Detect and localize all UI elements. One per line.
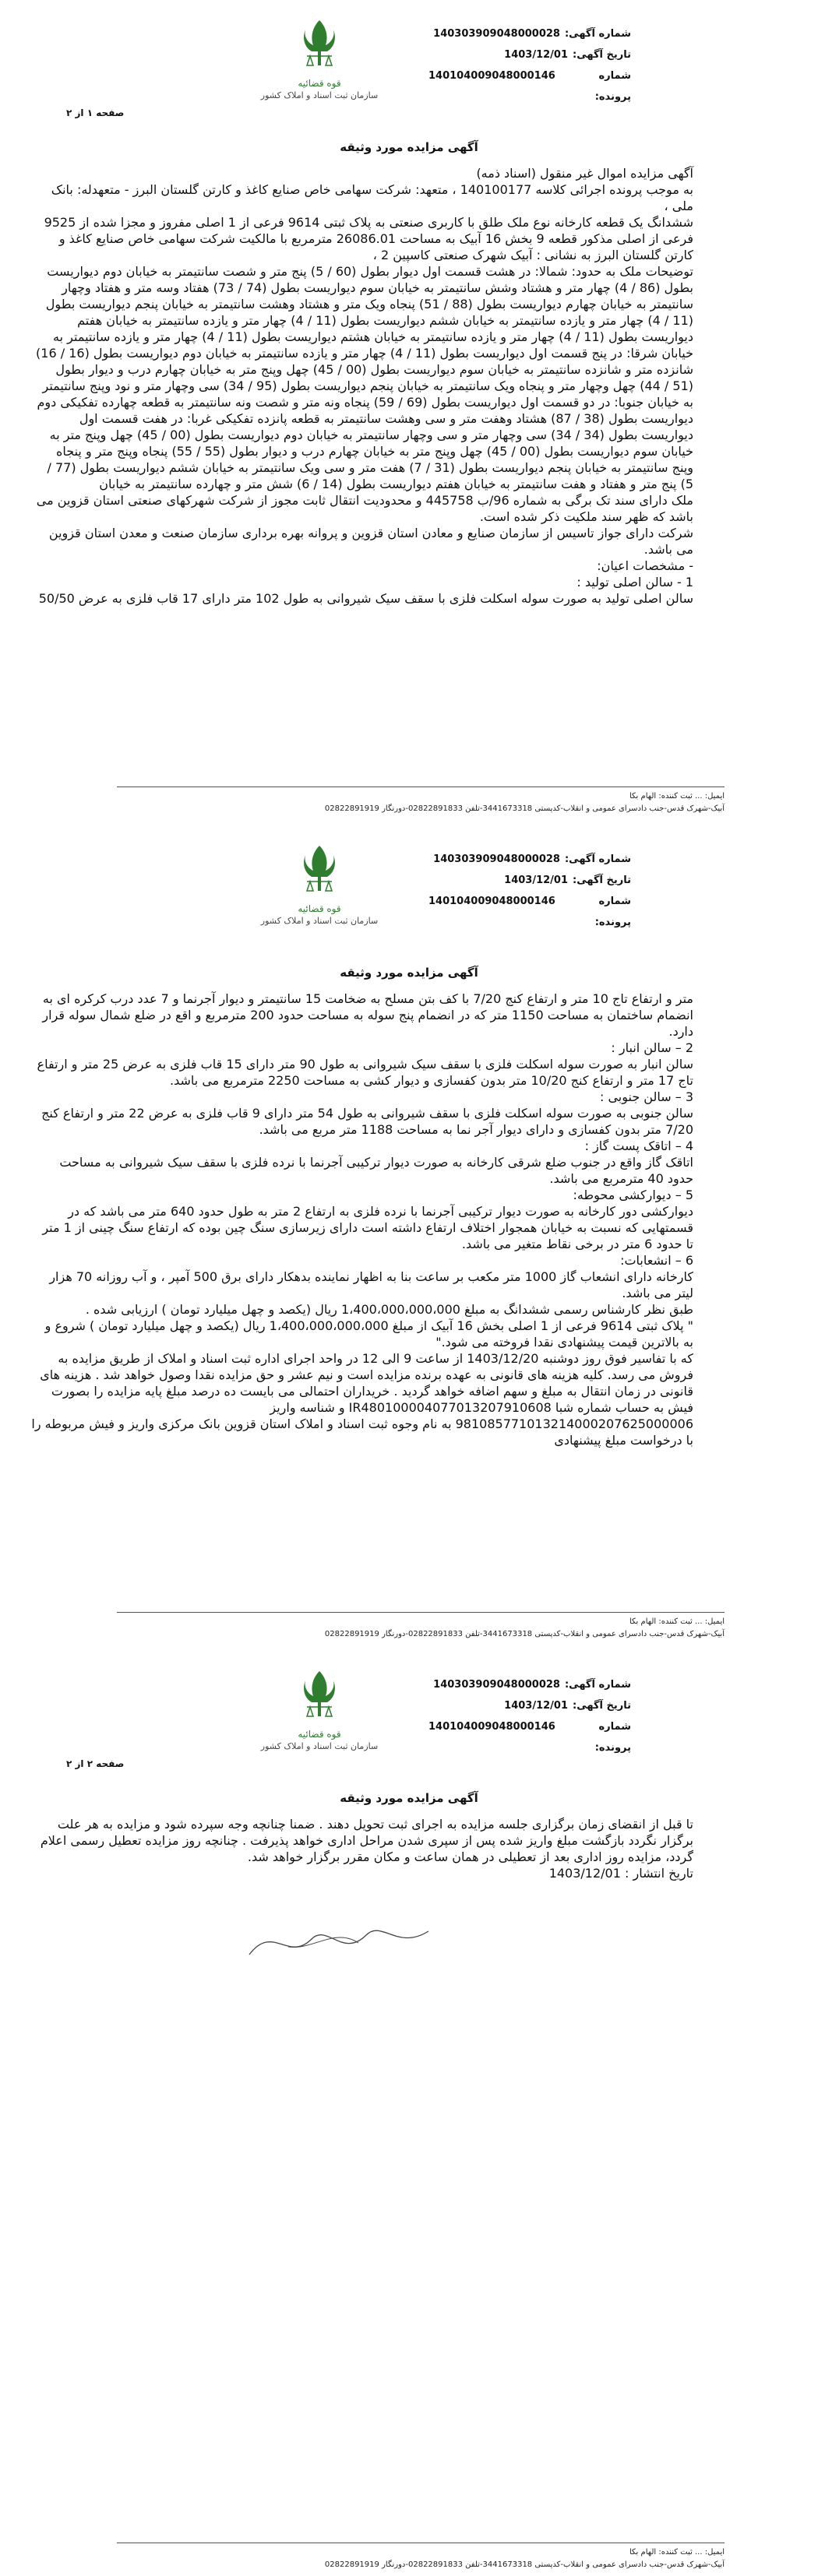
paragraph: " پلاک ثبتی 9614 فرعی از 1 اصلی بخش 16 آبیک از مبلغ 1،400،000،000،000 ریال (یکصد و چهل میلیارد تومان ) شروع و به بالاترین قیمت پیشنهادی نقدا فروخته می شود.": [44, 1318, 693, 1350]
paragraph: به موجب پرونده اجرائی کلاسه 140100177 ، متعهد: شرکت سهامی خاص صنایع کاغذ و کارتن گلستان البرز - متعهدله: بانک ملی ،: [51, 182, 693, 213]
paragraph: 2 – سالن انبار :: [611, 1040, 693, 1055]
emblem-text: قوه قضائیه: [298, 1729, 341, 1740]
page-marker: صفحه ۱ از ۲: [66, 107, 125, 118]
document-title: آگهی مزایده مورد وثیقه: [340, 140, 478, 154]
footer-meta: ایمیل: ... ثبت کننده: الهام بکا: [629, 2548, 725, 2557]
page-3-body: [31, 1816, 693, 1881]
org-name: سازمان ثبت اسناد و املاک کشور: [260, 1741, 379, 1751]
emblem-icon: [296, 1666, 343, 1729]
paragraph: تا قبل از انقضای زمان برگزاری جلسه مزایده به اجرای ثبت تحویل دهند . ضمنا چنانچه وجه سپرده شود و مزایده به هر علت برگزار نگردد بازگشت مبلغ واریز شده پس از سپری شدن مراحل اداری خواهد پذیرفت . چنانچه روز مزایده تعطیل رسمی اعلام گردد، مزایده روز اداری بعد از تعطیلی در همان ساعت و مکان مقرر برگزار خواهد شد.: [40, 1817, 693, 1864]
paragraph: سالن انبار به صورت سوله اسکلت فلزی با سقف سیک شیروانی به طول 90 متر دارای 15 قاب فلزی به عرض 25 متر و ارتفاع تاج 17 متر و ارتفاع کنج 10/20 متر بدون کفسازی و دیوار کشی به مساحت 2250 مترمربع می باشد.: [37, 1057, 693, 1088]
paragraph: - مشخصات اعیان:: [597, 558, 693, 573]
page-2-body: [31, 991, 693, 1448]
ad-date-label: تاریخ آگهی:: [573, 875, 631, 886]
ad-date-label: تاریخ آگهی:: [573, 49, 631, 61]
page-2: [0, 825, 818, 1638]
signature: [242, 1908, 436, 1970]
paragraph: 1 - سالن اصلی تولید :: [576, 575, 693, 589]
page-footer: [117, 1612, 725, 1641]
paragraph: کارخانه دارای انشعاب گاز 1000 متر مکعب بر ساعت بنا به اظهار نماینده بدهکار دارای برق 500 آمپر ، و آب روزانه 70 هزار لیتر می باشد.: [49, 1269, 693, 1300]
ad-date: 1403/12/01: [504, 875, 569, 886]
org-name: سازمان ثبت اسناد و املاک کشور: [260, 916, 379, 926]
page-3: [0, 1651, 818, 2570]
case-number-label: شماره پرونده:: [594, 896, 631, 928]
ad-meta: [428, 23, 631, 107]
ad-number: 140303909048000028: [433, 1679, 560, 1691]
judiciary-emblem: [257, 16, 382, 100]
ad-date-label: تاریخ آگهی:: [573, 1700, 631, 1712]
paragraph: توضیحات ملک به حدود: شمالا: در هشت قسمت اول دیوار بطول (60 / 5) پنج متر و شصت سانتیمتر به خیابان دوم دیواریست بطول (86 / 4) چهار متر و هشتاد وشش سانتیمتر به خیابان سوم دیواریست بطول (74 / 73) هفتاد وسه متر و هفتاد وچهار سانتیمتر به خیابان چهارم دیواریست بطول (88 / 51) پنجاه ویک متر و هشتاد وهشت سانتیمتر به خیابان پنجم دیواریست بطول (11 / 4) چهار متر و یازده سانتیمتر به خیابان ششم دیواریست بطول (11 / 4) چهار متر و یازده سانتیمتر به خیابان هفتم دیواریست بطول (11 / 4) چهار متر و یازده سانتیمتر به خیابان هشتم دیواریست بطول (11 / 4) چهار متر و یازده سانتیمتر به خیابان شرقا: در پنج قسمت اول دیواریست بطول (11 / 4) چهار متر و یازده سانتیمتر به خیابان دوم دیواریست بطول (16 / 16) شانزده متر و شانزده سانتیمتر به خیابان سوم دیواریست بطول (00 / 45) چهل وپنج متر به خیابان چهارم درب و دیوار بطول (51 / 44) چهل وچهار متر و پنجاه ویک سانتیمتر به خیابان پنجم دیواریست بطول (95 / 34) سی وچهار متر و نود وپنج سانتیمتر به خیابان جنوبا: در دو قسمت اول دیواریست بطول (69 / 59) پنجاه ونه متر و شصت ونه سانتیمتر به قطعه چهارده تفکیکی دوم دیواریست بطول (38 / 87) هشتاد وهفت متر و سی وهشت سانتیمتر به قطعه پانزده تفکیکی غربا: در هفت قسمت اول دیواریست بطول (34 / 34) سی وچهار متر و سی وچهار سانتیمتر به خیابان دوم دیواریست بطول (00 / 45) چهل وپنج متر به خیابان سوم دیواریست بطول (00 / 45) چهل وپنج متر به خیابان چهارم درب و دیوار بطول (55 / 55) پنجاه وپنج متر و پنجاه وپنج سانتیمتر به خیابان پنجم دیواریست بطول (31 / 7) هفت متر و سی ویک سانتیمتر به خیابان ششم دیواریست بطول (77 / 5) پنج متر و هفتاد و هفت سانتیمتر به خیابان هفتم دیواریست بطول (14 / 6) شش متر و چهارده سانتیمتر به خیابان: [36, 264, 693, 491]
paragraph: 3 – سالن جنوبی :: [599, 1089, 693, 1104]
emblem-icon: [296, 16, 343, 78]
ad-number: 140303909048000028: [433, 853, 560, 865]
ad-number-label: شماره آگهی:: [564, 1679, 631, 1691]
publish-date: تاریخ انتشار : 1403/12/01: [548, 1866, 693, 1881]
ad-date: 1403/12/01: [504, 1700, 569, 1712]
paragraph: شرکت دارای جواز تاسیس از سازمان صنایع و معادن استان قزوین و پروانه بهره برداری سازمان صنعت و معدن استان قزوین می باشد.: [48, 526, 693, 557]
paragraph: طبق نظر کارشناس رسمی ششدانگ به مبلغ 1،400،000،000،000 ریال (یکصد و چهل میلیارد تومان ) ارزیابی شده .: [85, 1302, 693, 1317]
emblem-icon: [296, 841, 343, 903]
org-name: سازمان ثبت اسناد و املاک کشور: [260, 90, 379, 100]
paragraph: ششدانگ یک قطعه کارخانه نوع ملک طلق با کاربری صنعتی به پلاک ثبتی 9614 فرعی از 1 اصلی مفروز و مجزا شده از 9525 فرعی از اصلی مذکور قطعه 9 بخش 16 آبیک به مساحت 26086.01 مترمربع با مالکیت شرکت سهامی خاص صنایع کاغذ و کارتن گلستان البرز به نشانی : آبیک شهرک صنعتی کاسپین 2 ،: [44, 215, 693, 262]
paragraph: سالن اصلی تولید به صورت سوله اسکلت فلزی با سقف سیک شیروانی به طول 102 متر دارای 17 قاب فلزی به عرض 50/50: [38, 591, 693, 606]
ad-number-label: شماره آگهی:: [564, 28, 631, 40]
paragraph: ملک دارای سند تک برگی به شماره 96/ب 445758 و محدودیت انتقال ثابت مجوز از شرکت شهرکهای صنعتی استان قزوین می باشد که ظهر سند ملکیت ذکر شده است.: [36, 493, 693, 524]
emblem-text: قوه قضائیه: [298, 78, 341, 89]
paragraph: 6 – انشعابات:: [620, 1253, 693, 1268]
paragraph: که با تفاسیر فوق روز دوشنبه 1403/12/20 از ساعت 9 الی 12 در واحد اجرای اداره ثبت اسناد و املاک از طریق مزایده به فروش می رسد. کلیه هزینه های قانونی به عهده برنده مزایده است و نیم عشر و حق مزایده نقدا وصول خواهد شد . هزینه های قانونی در زمان انتقال به مبلغ و سهم اضافه خواهد گردید . خریداران احتمالی می بایست ده درصد مبلغ پایه مزایده را بصورت فیش به حساب شماره شبا IR480100004077013207910608 و شناسه واریز 981085771013214000207625000006 به نام وجوه ثبت اسناد و املاک استان قزوین بانک مرکزی واریز و فیش مربوطه را با درخواست مبلغ پیشنهادی: [31, 1351, 693, 1448]
page-1: [0, 0, 818, 813]
paragraph: اتاقک گاز واقع در جنوب ضلع شرقی کارخانه به صورت دیوار ترکیبی آجرنما با نرده فلزی با سقف سیک شیروانی به مساحت حدود 40 مترمربع می باشد.: [59, 1155, 693, 1186]
judiciary-emblem: [257, 1666, 382, 1751]
page-1-body: [31, 165, 693, 607]
paragraph: دیوارکشی دور کارخانه به صورت دیوار ترکیبی آجرنما با نرده فلزی به ارتفاع 2 متر به طول حدود 640 متر می باشد که در قسمتهایی که نسبت به خیابان همجوار اختلاف ارتفاع داشته است دارای زیرسازی سنگ چین بوده که ارتفاع سنگ چینی از 1 متر تا حدود 6 متر در برخی نقاط متغیر می باشد.: [42, 1204, 693, 1251]
page-footer: [117, 2543, 725, 2571]
footer-meta: ایمیل: ... ثبت کننده: الهام بکا: [629, 792, 725, 801]
paragraph: آگهی مزایده اموال غیر منقول (اسناد ذمه): [476, 166, 693, 181]
ad-date: 1403/12/01: [504, 49, 569, 61]
ad-number: 140303909048000028: [433, 28, 560, 40]
page-footer: [117, 787, 725, 815]
case-number: 140104009048000146: [428, 70, 555, 82]
document-title: آگهی مزایده مورد وثیقه: [340, 966, 478, 980]
paragraph: 5 – دیوارکشی محوطه:: [573, 1188, 693, 1202]
ad-meta: [428, 849, 631, 933]
case-number-label: شماره پرونده:: [594, 70, 631, 103]
judiciary-emblem: [257, 841, 382, 926]
case-number: 140104009048000146: [428, 896, 555, 907]
case-number-label: شماره پرونده:: [594, 1721, 631, 1754]
footer-address: آبیک-شهرک قدس-جنب دادسرای عمومی و انقلاب-کدپستی 3441673318-تلفن 02822891833-دورنگار 02822891919: [324, 2560, 725, 2569]
paragraph: متر و ارتفاع تاج 10 متر و ارتفاع کنج 7/20 با کف بتن مسلح به ضخامت 15 سانتیمتر و دیوار آجرنما و 7 عدد درب کرکره ای به انضمام ساختمان به مساحت 1150 متر که در انضمام پنج سوله به مساحت حدود 200 مترمربع و اقع در ضلع شمال سوله قرار دارد.: [42, 991, 693, 1039]
document-title: آگهی مزایده مورد وثیقه: [340, 1791, 478, 1805]
ad-number-label: شماره آگهی:: [564, 853, 631, 865]
emblem-text: قوه قضائیه: [298, 903, 341, 914]
page-marker: صفحه ۲ از ۲: [66, 1758, 125, 1769]
footer-address: آبیک-شهرک قدس-جنب دادسرای عمومی و انقلاب-کدپستی 3441673318-تلفن 02822891833-دورنگار 02822891919: [324, 804, 725, 813]
case-number: 140104009048000146: [428, 1721, 555, 1733]
paragraph: 4 – اتاقک پست گاز :: [584, 1138, 693, 1153]
footer-address: آبیک-شهرک قدس-جنب دادسرای عمومی و انقلاب-کدپستی 3441673318-تلفن 02822891833-دورنگار 02822891919: [324, 1630, 725, 1638]
paragraph: سالن جنوبی به صورت سوله اسکلت فلزی با سقف شیروانی به طول 54 متر دارای 9 قاب فلزی به عرض 22 متر و ارتفاع کنج 7/20 متر بدون کفسازی و دارای دیوار آجر نما به مساحت 1188 متر مربع می باشد.: [41, 1106, 693, 1137]
footer-meta: ایمیل: ... ثبت کننده: الهام بکا: [629, 1617, 725, 1626]
ad-meta: [428, 1674, 631, 1758]
